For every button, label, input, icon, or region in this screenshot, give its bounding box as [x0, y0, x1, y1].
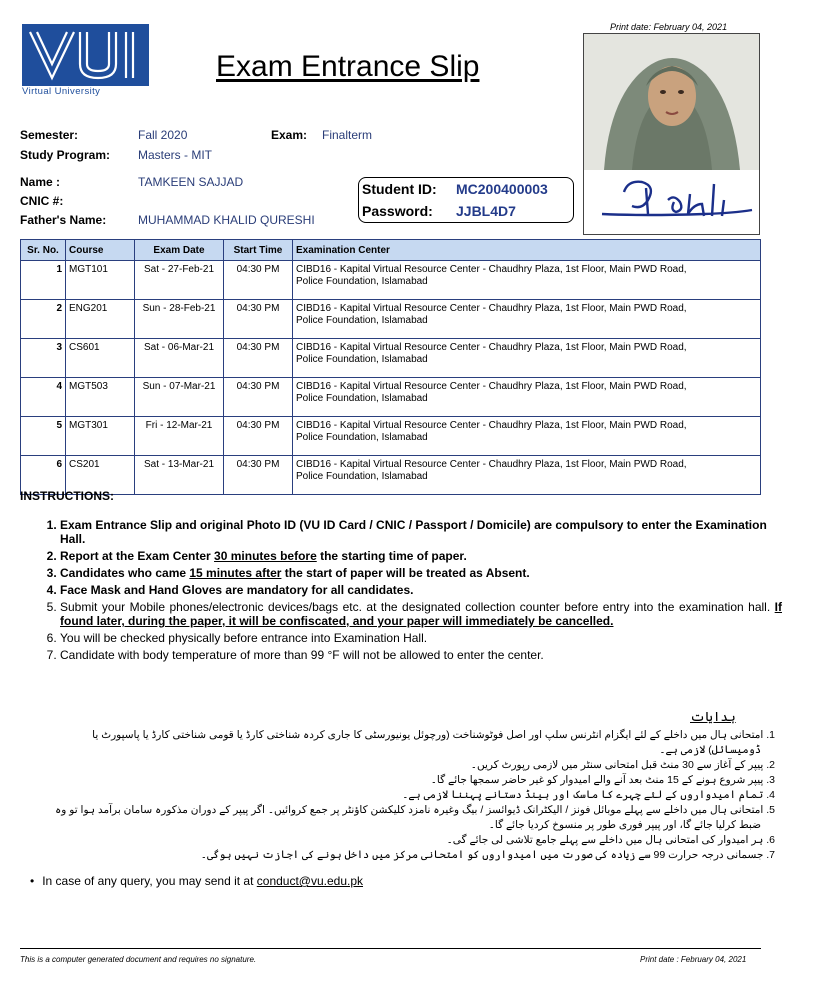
- footer-note: This is a computer generated document and requires no signature.: [20, 955, 257, 964]
- footer-print-date: Print date : February 04, 2021: [640, 955, 747, 964]
- urdu-instructions-title: ہدایات: [690, 709, 736, 724]
- bullet-icon: •: [30, 874, 35, 888]
- center-line-2: Police Foundation, Islamabad: [296, 354, 428, 365]
- vu-logo: [22, 24, 149, 86]
- cell-center: [293, 378, 761, 417]
- password-value: JJBL4D7: [456, 203, 516, 219]
- urdu-line-1: 1. امتحانی ہال میں داخلے کے لئے ایگزام انٹرنس سلپ اور اصل فوٹوشناخت (ورچوئل یونیورسٹی کا جاری کردہ شناختی کارڈ یا قومی شناختی کارڈ یا پاسپورٹ یا: [92, 729, 775, 741]
- cell-date: Sun - 07-Mar-21: [135, 378, 224, 417]
- cell-sr: 5: [21, 417, 66, 456]
- urdu-line-4: 4. تمام امیدواروں کے لئے چہرے کا ماسک اور ہینڈ دستانے پہننا لازمی ہے۔: [402, 789, 775, 801]
- instruction-2: 2. Report at the Exam Center 30 minutes before the starting time of paper.: [60, 549, 782, 563]
- cell-center: [293, 339, 761, 378]
- cell-time: 04:30 PM: [224, 378, 293, 417]
- cell-sr: 1: [21, 261, 66, 300]
- instructions-title: INSTRUCTIONS:: [20, 489, 114, 503]
- cell-course: MGT101: [66, 261, 135, 300]
- student-photo-card: [583, 33, 760, 235]
- center-line-2: Police Foundation, Islamabad: [296, 393, 428, 404]
- center-line-1: CIBD16 - Kapital Virtual Resource Center - Chaudhry Plaza, 1st Floor, Main PWD Road,: [296, 459, 687, 470]
- name-value: TAMKEEN SAJJAD: [138, 175, 244, 189]
- cell-course: MGT301: [66, 417, 135, 456]
- exam-schedule-table: [20, 239, 761, 495]
- header-center: Examination Center: [293, 240, 761, 261]
- header-course: Course: [66, 240, 135, 261]
- center-line-2: Police Foundation, Islamabad: [296, 432, 428, 443]
- instruction-3: 3. Candidates who came 15 minutes after the start of paper will be treated as Absent.: [60, 566, 782, 580]
- brand-name: Virtual University: [22, 86, 101, 97]
- student-signature: [584, 170, 759, 234]
- center-line-1: CIBD16 - Kapital Virtual Resource Center - Chaudhry Plaza, 1st Floor, Main PWD Road,: [296, 381, 687, 392]
- header-time: Start Time: [224, 240, 293, 261]
- instruction-4: 4. Face Mask and Hand Gloves are mandatory for all candidates.: [60, 583, 782, 597]
- header-date: Exam Date: [135, 240, 224, 261]
- name-label: Name :: [20, 175, 61, 189]
- header-sr: Sr. No.: [21, 240, 66, 261]
- cell-time: 04:30 PM: [224, 339, 293, 378]
- program-label: Study Program:: [20, 148, 111, 162]
- cnic-label: CNIC #:: [20, 194, 64, 208]
- student-id-label: Student ID:: [362, 181, 437, 197]
- table-row: [21, 261, 761, 300]
- instruction-7: 7. Candidate with body temperature of more than 99 °F will not be allowed to enter the center.: [60, 648, 782, 662]
- cell-time: 04:30 PM: [224, 261, 293, 300]
- instructions-list: [40, 518, 782, 665]
- center-line-1: CIBD16 - Kapital Virtual Resource Center - Chaudhry Plaza, 1st Floor, Main PWD Road,: [296, 264, 687, 275]
- urdu-instructions: [15, 728, 775, 863]
- query-email-link[interactable]: conduct@vu.edu.pk: [256, 874, 364, 888]
- cell-time: 04:30 PM: [224, 456, 293, 495]
- exam-label: Exam:: [271, 128, 308, 142]
- cell-date: Fri - 12-Mar-21: [135, 417, 224, 456]
- center-line-2: Police Foundation, Islamabad: [296, 471, 428, 482]
- exam-value: Finalterm: [322, 128, 373, 142]
- semester-label: Semester:: [20, 128, 79, 142]
- cell-time: 04:30 PM: [224, 300, 293, 339]
- instruction-6: 6. You will be checked physically before entrance into Examination Hall.: [60, 631, 782, 645]
- center-line-2: Police Foundation, Islamabad: [296, 315, 428, 326]
- cell-course: MGT503: [66, 378, 135, 417]
- table-row: [21, 339, 761, 378]
- password-label: Password:: [362, 203, 433, 219]
- table-row: [21, 417, 761, 456]
- cell-course: CS601: [66, 339, 135, 378]
- query-line: [30, 874, 364, 888]
- urdu-line-2: 2. پیپر کے آغاز سے 30 منٹ قبل امتحانی سنٹر میں لازمی رپورٹ کریں۔: [470, 759, 775, 771]
- father-value: MUHAMMAD KHALID QURESHI: [138, 213, 315, 227]
- urdu-line-6: 6. ہر امیدوار کی امتحانی ہال میں داخلے سے پہلے جامع تلاشی لی جائے گی۔: [446, 834, 775, 846]
- cell-date: Sat - 06-Mar-21: [135, 339, 224, 378]
- cell-time: 04:30 PM: [224, 417, 293, 456]
- urdu-line-5b: ضبط کرلیا جائے گا، اور پیپر فوری طور پر منسوخ کردیا جائے گا۔: [488, 819, 761, 831]
- cell-sr: 3: [21, 339, 66, 378]
- cell-sr: 6: [21, 456, 66, 495]
- table-row: [21, 378, 761, 417]
- father-label: Father's Name:: [20, 213, 107, 227]
- urdu-line-5: 5. امتحانی ہال میں داخلے سے پہلے موبائل فونز / الیکٹرانک ڈیوائسز / بیگ وغیرہ نامزد کلیکشن کاؤنٹر پر جمع کروائیں۔ اگر پیپر کے دوران مذکورہ سامان برآمد ہوا تو وہ: [55, 804, 775, 816]
- cell-center: [293, 261, 761, 300]
- cell-date: Sun - 28-Feb-21: [135, 300, 224, 339]
- cell-center: [293, 300, 761, 339]
- cell-date: Sat - 27-Feb-21: [135, 261, 224, 300]
- instruction-5: 5. Submit your Mobile phones/electronic devices/bags etc. at the designated collection counter before entry into the examination hall. If found later, during the paper, it will be confiscated, and your paper will immediately be cancelled.: [60, 600, 782, 628]
- center-line-1: CIBD16 - Kapital Virtual Resource Center - Chaudhry Plaza, 1st Floor, Main PWD Road,: [296, 303, 687, 314]
- table-header-row: [21, 240, 761, 261]
- center-line-2: Police Foundation, Islamabad: [296, 276, 428, 287]
- urdu-line-1b: ڈومیسائل) لازمی ہے۔: [659, 744, 761, 756]
- table-row: [21, 300, 761, 339]
- center-line-1: CIBD16 - Kapital Virtual Resource Center - Chaudhry Plaza, 1st Floor, Main PWD Road,: [296, 420, 687, 431]
- cell-course: ENG201: [66, 300, 135, 339]
- cell-sr: 4: [21, 378, 66, 417]
- page-title: Exam Entrance Slip: [216, 50, 480, 83]
- cell-date: Sat - 13-Mar-21: [135, 456, 224, 495]
- query-text: In case of any query, you may send it at: [42, 874, 257, 888]
- center-line-1: CIBD16 - Kapital Virtual Resource Center - Chaudhry Plaza, 1st Floor, Main PWD Road,: [296, 342, 687, 353]
- semester-value: Fall 2020: [138, 128, 188, 142]
- footer-divider: [20, 948, 761, 949]
- cell-center: [293, 456, 761, 495]
- urdu-line-3: 3. پیپر شروع ہونے کے 15 منٹ بعد آنے والے امیدوار کو غیر حاضر سمجھا جائے گا۔: [430, 774, 775, 786]
- urdu-line-7: 7. جسمانی درجہ حرارت 99 سے زیادہ کی صورت میں امیدواروں کو امتحانی مرکز میں داخل ہونے کی اجازت نہیں ہوگی۔: [200, 849, 775, 861]
- cell-course: CS201: [66, 456, 135, 495]
- student-photo: [584, 34, 759, 170]
- program-value: Masters - MIT: [138, 148, 212, 162]
- instruction-1: 1. Exam Entrance Slip and original Photo ID (VU ID Card / CNIC / Passport / Domicile) are compulsory to enter the Examination Hall.: [60, 518, 782, 546]
- table-row: [21, 456, 761, 495]
- cell-sr: 2: [21, 300, 66, 339]
- student-id-value: MC200400003: [456, 181, 548, 197]
- print-date-top: Print date: February 04, 2021: [610, 22, 728, 32]
- cell-center: [293, 417, 761, 456]
